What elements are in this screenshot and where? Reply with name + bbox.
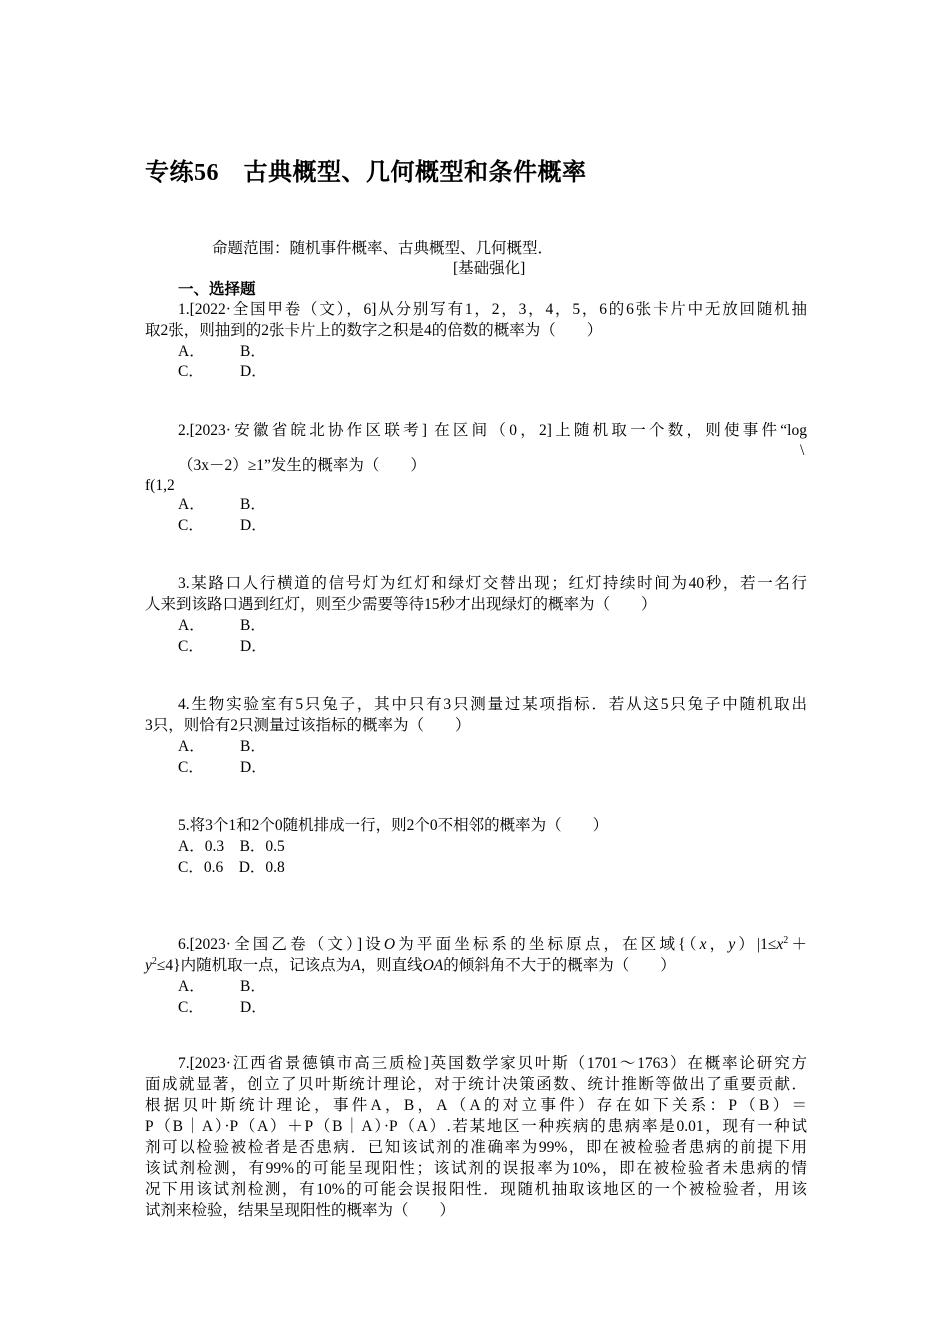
- q2-backslash: \: [800, 442, 805, 459]
- q7-line2: 面成就显著，创立了贝叶斯统计理论，对于统计决策函数、统计推断等做出了重要贡献．: [145, 1076, 807, 1093]
- q7-line8: 试剂来检验，结果呈现阳性的概率为（ ）: [145, 1202, 456, 1219]
- q6-option-d: D．: [240, 999, 267, 1016]
- q1-line2: 取2张，则抽到的2张卡片上的数字之积是4的倍数的概率为（ ）: [145, 322, 603, 339]
- q4-option-d: D．: [240, 759, 267, 776]
- q3-option-c: C．: [178, 638, 204, 655]
- q2-line3: f(1,2: [145, 477, 175, 494]
- q3-line1: 3.某路口人行横道的信号灯为红灯和绿灯交替出现；红灯持续时间为40秒，若一名行: [178, 575, 807, 592]
- q5-options-ab: A．0.3 B．0.5: [178, 838, 285, 855]
- q7-line3: 根据贝叶斯统计理论，事件A，B，A（A的对立事件）存在如下关系：P（B）＝: [145, 1097, 807, 1114]
- q2-line2: （3x－2）≥1”发生的概率为（ ）: [178, 457, 426, 474]
- q7-line7: 况下用该试剂检测，有10%的可能会误报阳性．现随机抽取该地区的一个被检验者，用该: [145, 1181, 807, 1198]
- level-label: [基础强化]: [453, 260, 526, 277]
- q3-option-b: B．: [240, 617, 266, 634]
- q4-option-c: C．: [178, 759, 204, 776]
- q5-options-cd: C．0.6 D．0.8: [178, 859, 285, 876]
- q2-option-a: A．: [178, 496, 205, 513]
- q2-line1: 2.[2023·安徽省皖北协作区联考] 在区间（0，2]上随机取一个数，则使事件“log: [178, 422, 807, 439]
- q3-option-d: D．: [240, 638, 267, 655]
- q2-option-d: D．: [240, 517, 267, 534]
- q6-line2: $y^2\le 4$}内随机取一点，记该点为A，则直线OA的倾斜角不大于的概率为（ ）: [145, 955, 676, 974]
- q1-line1: 1.[2022·全国甲卷（文），6]从分别写有1，2，3，4，5，6的6张卡片中无放回随机抽: [178, 301, 807, 318]
- q1-option-d: D．: [240, 363, 267, 380]
- q6-option-b: B．: [240, 978, 266, 995]
- q1-option-a: A．: [178, 343, 205, 360]
- q1-option-c: C．: [178, 363, 204, 380]
- q2-option-c: C．: [178, 517, 204, 534]
- q4-option-b: B．: [240, 738, 266, 755]
- q5-line1: 5.将3个1和2个0随机排成一行，则2个0不相邻的概率为（ ）: [178, 817, 609, 834]
- q4-option-a: A．: [178, 738, 205, 755]
- q1-option-b: B．: [240, 343, 266, 360]
- q2-option-b: B．: [240, 496, 266, 513]
- q6-option-c: C．: [178, 999, 204, 1016]
- q7-line6: 该试剂检测，有99%的可能呈现阳性；该试剂的误报率为10%，即在被检验者未患病的情: [145, 1160, 807, 1177]
- q3-line2: 人来到该路口遇到红灯，则至少需要等待15秒才出现绿灯的概率为（ ）: [145, 596, 657, 613]
- q7-line1: 7.[2023·江西省景德镇市高三质检]英国数学家贝叶斯（1701～1763）在概率论研究方: [178, 1055, 807, 1072]
- page-title: 专练56 古典概型、几何概型和条件概率: [145, 160, 587, 186]
- section-heading: 一、选择题: [178, 281, 256, 298]
- scope-note: 命题范围：随机事件概率、古典概型、几何概型．: [212, 240, 554, 257]
- q7-line4: P（B｜A）·P（A）＋P（B｜A）·P（A）.若某地区一种疾病的患病率是0.01，现有一种试: [145, 1118, 807, 1135]
- q7-line5: 剂可以检验被检者是否患病．已知该试剂的准确率为99%，即在被检验者患病的前提下用: [145, 1139, 807, 1156]
- q6-line1: 6.[2023·全国乙卷（文）]设O为平面坐标系的坐标原点，在区域{（x，$y)|1\le x^2+$: [178, 934, 807, 953]
- q4-line2: 3只，则恰有2只测量过该指标的概率为（ ）: [145, 717, 471, 734]
- q6-option-a: A．: [178, 978, 205, 995]
- q3-option-a: A．: [178, 617, 205, 634]
- q4-line1: 4.生物实验室有5只兔子，其中只有3只测量过某项指标．若从这5只兔子中随机取出: [178, 696, 807, 713]
